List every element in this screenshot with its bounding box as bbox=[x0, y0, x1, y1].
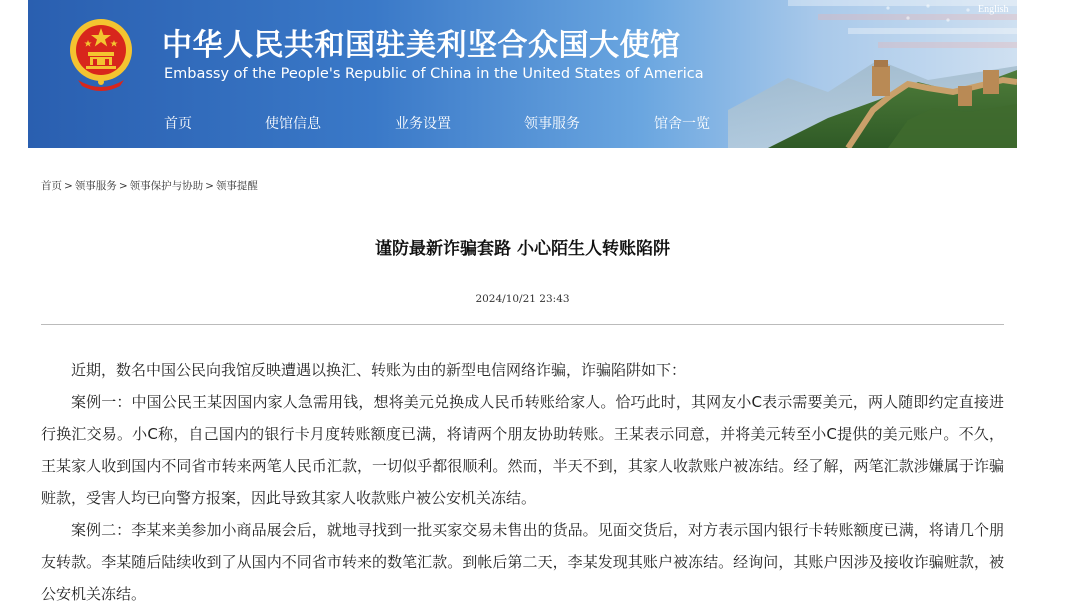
breadcrumb-separator: > bbox=[118, 180, 128, 192]
breadcrumb-consular[interactable]: 领事服务 bbox=[74, 180, 117, 192]
article-date: 2024/10/21 23:43 bbox=[475, 293, 570, 305]
nav-item-embassy-info[interactable]: 使馆信息 bbox=[265, 116, 321, 132]
article-paragraph-intro: 近期，数名中国公民向我馆反映遭遇以换汇、转账为由的新型电信网络诈骗，诈骗陷阱如下： bbox=[71, 361, 687, 379]
site-title-cn: 中华人民共和国驻美利坚合众国大使馆 bbox=[162, 28, 681, 63]
national-emblem-icon bbox=[68, 14, 134, 92]
breadcrumb bbox=[41, 178, 258, 193]
breadcrumb-separator: > bbox=[64, 180, 73, 192]
article-divider bbox=[41, 324, 1004, 325]
nav-item-home[interactable]: 首页 bbox=[164, 116, 192, 132]
nav-item-premises[interactable]: 馆舍一览 bbox=[654, 116, 710, 132]
article-title: 谨防最新诈骗套路 小心陌生人转账陷阱 bbox=[375, 239, 670, 259]
site-title-en: Embassy of the People's Republic of China in the United States of America bbox=[164, 66, 704, 82]
breadcrumb-home[interactable]: 首页 bbox=[41, 180, 62, 192]
main-nav bbox=[28, 113, 1017, 133]
breadcrumb-separator: > bbox=[205, 180, 214, 192]
nav-item-consular[interactable]: 领事服务 bbox=[524, 116, 580, 132]
nav-item-services[interactable]: 业务设置 bbox=[395, 116, 451, 132]
breadcrumb-protection[interactable]: 领事保护与协助 bbox=[129, 180, 204, 192]
article-paragraph-case-1: 案例一：中国公民王某因国内家人急需用钱，想将美元兑换成人民币转账给家人。恰巧此时，其网友小C表示需要美元，两人随即约定直接进行换汇交易。小C称，自己国内的银行卡月度转账额度已满，将请两个朋友协助转账。王某表示同意，并将美元转至小C提供的美元账户。不久，王某家人收到国内不同省市转来两笔人民币汇款，一切似乎都很顺利。然而，半天不到，其家人收款账户被冻结。经了解，两笔汇款涉嫌属于诈骗赃款，受害人均已向警方报案，因此导致其家人收款账户被公安机关冻结。 bbox=[41, 393, 1004, 507]
article-body bbox=[41, 354, 1004, 610]
breadcrumb-reminders[interactable]: 领事提醒 bbox=[215, 180, 258, 192]
english-language-link[interactable]: English bbox=[978, 4, 1009, 15]
article-paragraph-case-2: 案例二：李某来美参加小商品展会后，就地寻找到一批买家交易未售出的货品。见面交货后，对方表示国内银行卡转账额度已满，将请几个朋友转款。李某随后陆续收到了从国内不同省市转来的数笔汇款。到帐后第二天，李某发现其账户被冻结。经询问，其账户因涉及接收诈骗赃款，被公安机关冻结。 bbox=[41, 521, 1004, 603]
header-banner bbox=[28, 0, 1017, 148]
